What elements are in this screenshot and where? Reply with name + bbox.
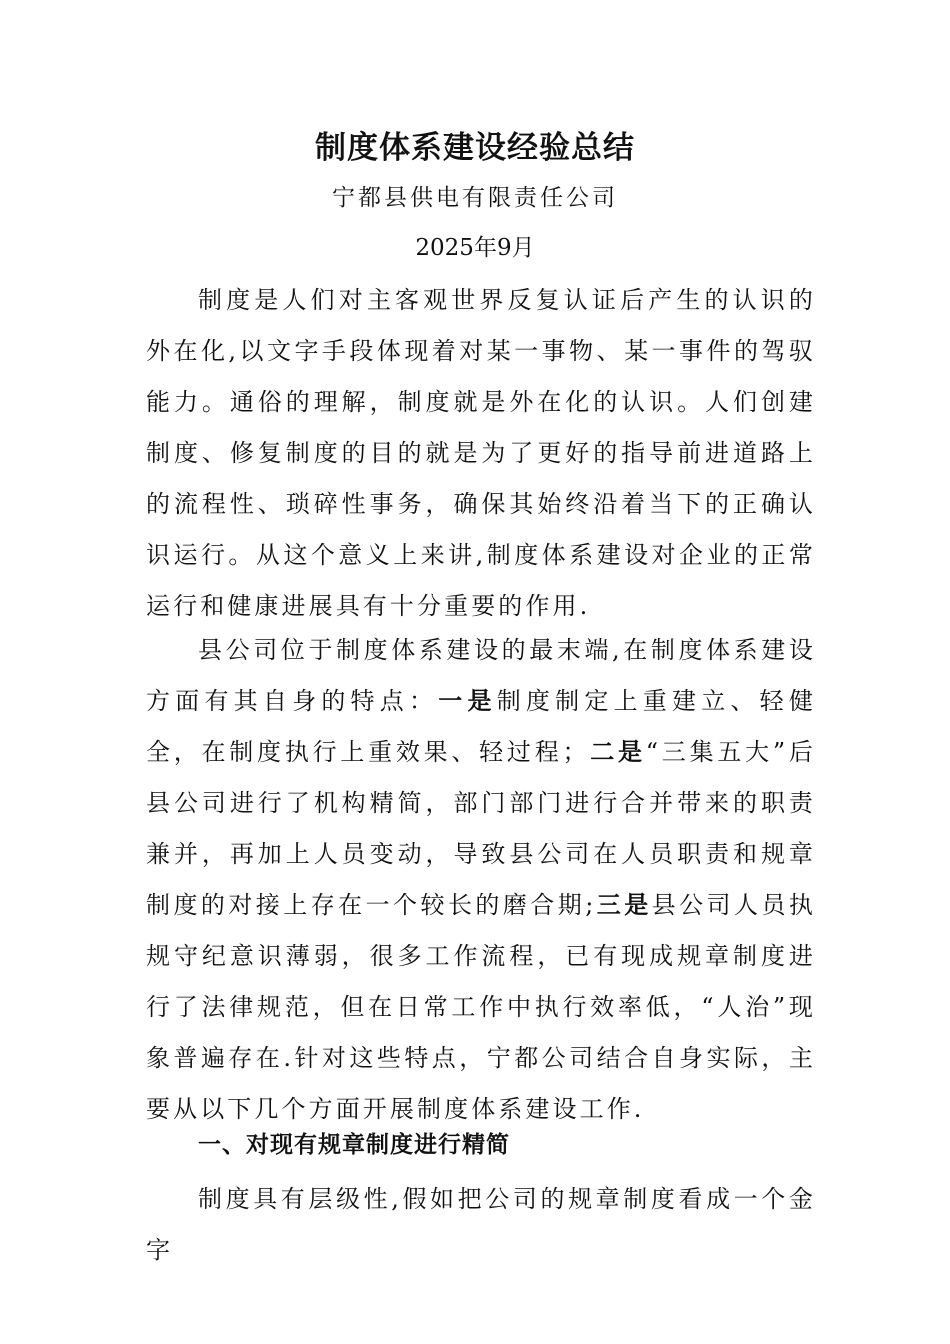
point-2-text: “三集五大”后县公司进行了机构精简，部门部门进行合并带来的职责兼并，再加上人员变动，导致县公司在人员职责和规章制度的对接上存在一个较长的磨合期; [146, 738, 816, 919]
document-date: 2025年9月 [415, 235, 535, 261]
section-1-heading: 一、对现有规章制度进行精简 [198, 1132, 510, 1158]
point-1-text: 制度制定上重建立、轻健全，在制度执行上重效果、轻过程； [146, 687, 817, 766]
point-1-label: 一是 [438, 687, 497, 715]
point-2-label: 二是 [589, 738, 646, 766]
paragraph-2-intro: 县公司位于制度体系建设的最末端,在制度体系建设方面有其自身的特点： [146, 636, 816, 715]
point-3-text: 县公司人员执规守纪意识薄弱，很多工作流程，已有现成规章制度进行了法律规范，但在日常工作中执行效率低，“人治”现象普遍存在.针对这些特点，宁都公司结合自身实际，主要从以下几个方面开展制度体系建设工作. [146, 891, 816, 1123]
document-title: 制度体系建设经验总结 [315, 130, 635, 166]
paragraph-2 [146, 625, 816, 1135]
paragraph-3: 制度具有层级性,假如把公司的规章制度看成一个金字 [146, 1185, 816, 1264]
company-name: 宁都县供电有限责任公司 [332, 185, 618, 211]
point-3-label: 三是 [596, 891, 652, 919]
paragraph-1: 制度是人们对主客观世界反复认证后产生的认识的外在化,以文字手段体现着对某一事物、某一事件的驾驭能力。通俗的理解，制度就是外在化的认识。人们创建制度、修复制度的目的就是为了更好的指导前进道路上的流程性、琐碎性事务，确保其始终沿着当下的正确认识运行。从这个意义上来讲,制度体系建设对企业的正常运行和健康进展具有十分重要的作用. [146, 286, 816, 620]
